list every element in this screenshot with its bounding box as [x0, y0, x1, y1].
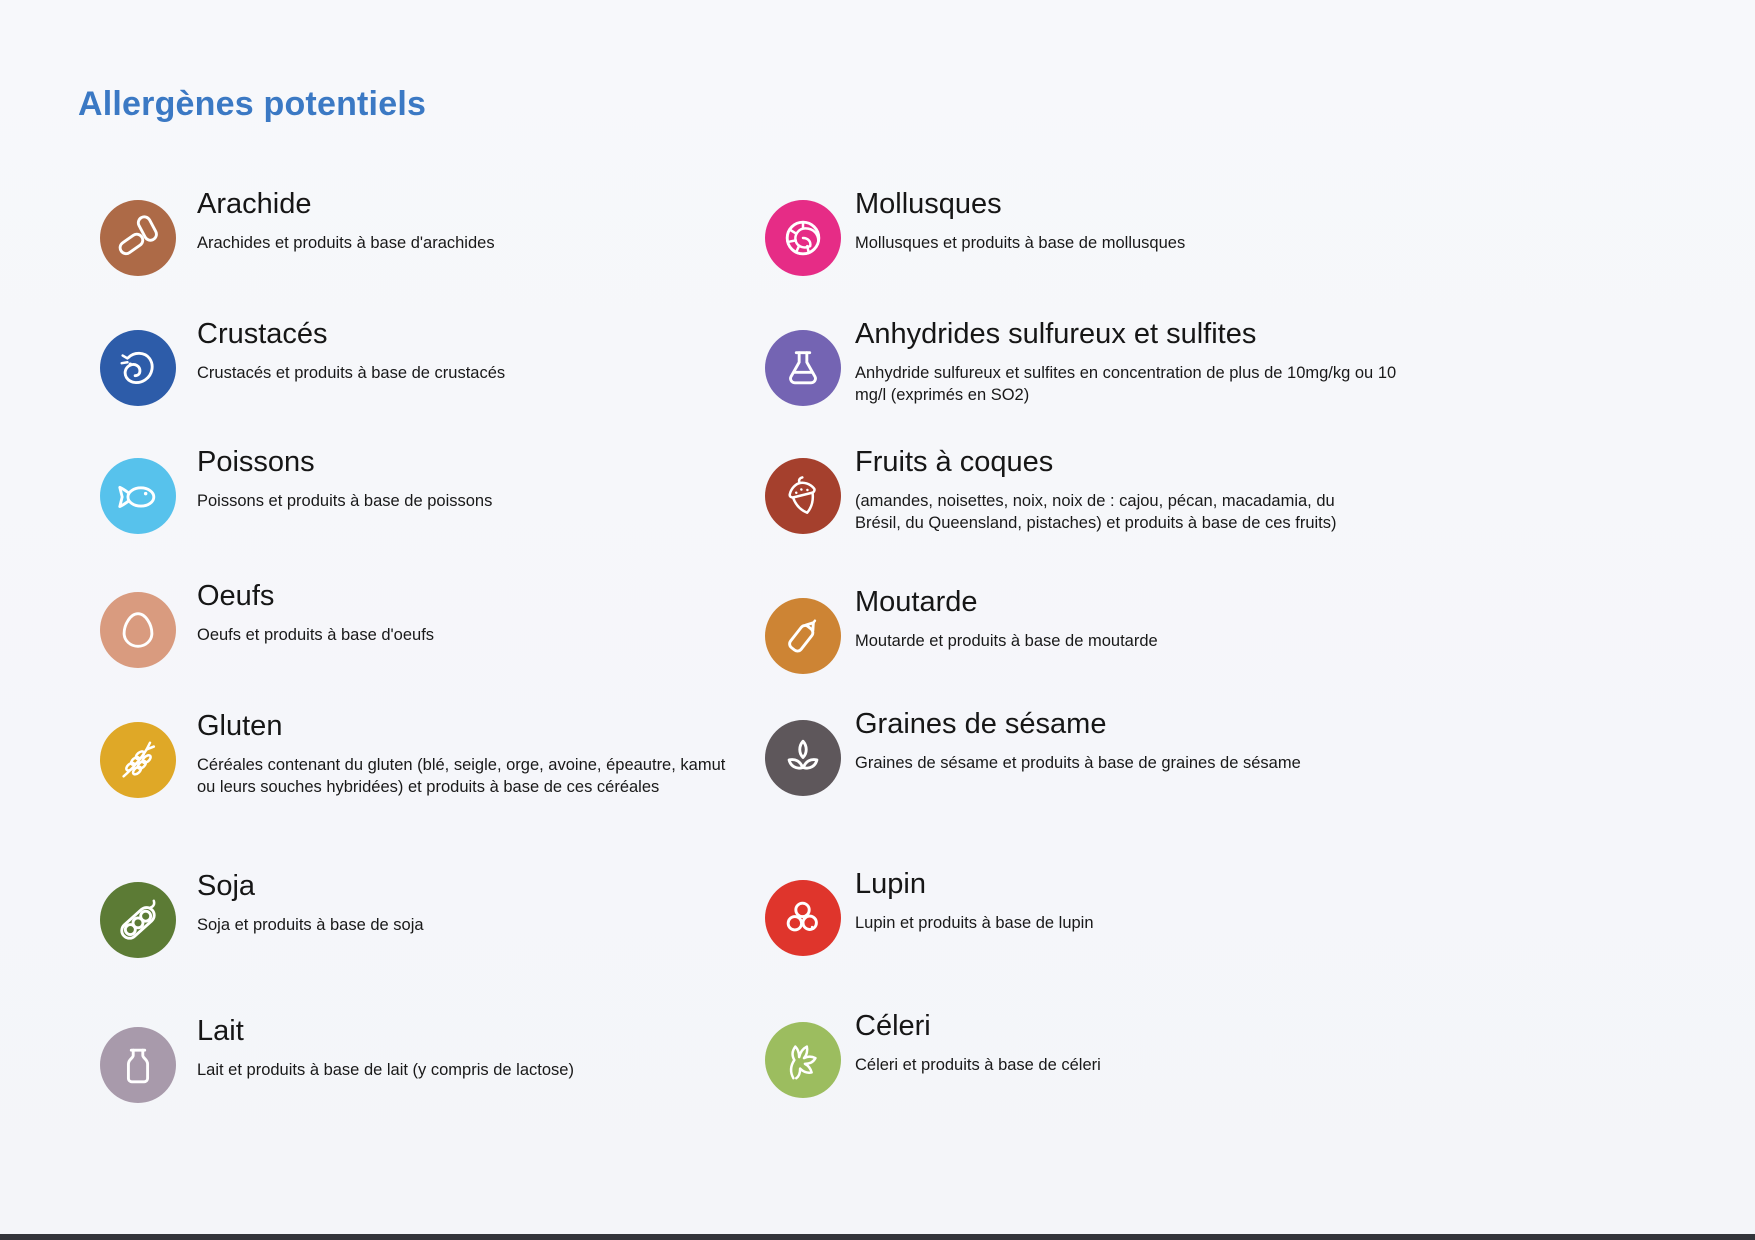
- allergen-item-mollusques: [765, 188, 1325, 276]
- fish-icon: [100, 458, 176, 534]
- allergen-item-poissons: [100, 446, 667, 534]
- acorn-icon: [765, 458, 841, 534]
- allergen-description: Céleri et produits à base de céleri: [855, 1056, 1101, 1075]
- flask-icon: [765, 330, 841, 406]
- allergen-title: Poissons: [197, 446, 315, 478]
- allergen-item-lait: [100, 1015, 707, 1103]
- allergen-title: Lupin: [855, 868, 926, 900]
- peanut-icon: [100, 200, 176, 276]
- allergen-title: Anhydrides sulfureux et sulfites: [855, 318, 1257, 350]
- allergen-title: Graines de sésame: [855, 708, 1107, 740]
- allergen-item-gluten: [100, 710, 732, 799]
- allergen-item-crustaces: [100, 318, 667, 406]
- allergen-description: Poissons et produits à base de poissons: [197, 492, 493, 511]
- allergen-title: Fruits à coques: [855, 446, 1054, 478]
- soy-pod-icon: [100, 882, 176, 958]
- wheat-icon: [100, 722, 176, 798]
- allergen-description: Céréales contenant du gluten (blé, seigle, orge, avoine, épeautre, kamut ou leurs souches hybridées) et produits à base de ces céréales: [197, 756, 726, 797]
- sesame-seeds-icon: [765, 720, 841, 796]
- allergen-description: Mollusques et produits à base de mollusques: [855, 234, 1186, 253]
- shrimp-icon: [100, 330, 176, 406]
- allergen-title: Oeufs: [197, 580, 275, 612]
- egg-icon: [100, 592, 176, 668]
- celery-icon: [765, 1022, 841, 1098]
- allergen-title: Mollusques: [855, 188, 1002, 220]
- allergen-description: Graines de sésame et produits à base de graines de sésame: [855, 754, 1301, 773]
- allergen-item-sesame: [765, 708, 1345, 796]
- allergen-description: Lait et produits à base de lait (y compris de lactose): [197, 1061, 574, 1080]
- allergen-description: Arachides et produits à base d'arachides: [197, 234, 495, 253]
- page-title: Allergènes potentiels: [78, 84, 427, 123]
- allergen-title: Arachide: [197, 188, 312, 220]
- allergen-item-fruits-a-coques: [765, 446, 1360, 535]
- nautilus-shell-icon: [765, 200, 841, 276]
- allergen-title: Moutarde: [855, 586, 978, 618]
- lupin-seeds-icon: [765, 880, 841, 956]
- allergen-title: Céleri: [855, 1010, 931, 1042]
- allergen-item-sulfites: [765, 318, 1405, 407]
- allergen-title: Crustacés: [197, 318, 328, 350]
- allergen-title: Gluten: [197, 710, 283, 742]
- allergen-item-oeufs: [100, 580, 667, 668]
- milk-bottle-icon: [100, 1027, 176, 1103]
- allergen-title: Lait: [197, 1015, 244, 1047]
- allergen-description: Oeufs et produits à base d'oeufs: [197, 626, 435, 645]
- allergen-item-lupin: [765, 868, 1325, 956]
- allergen-item-moutarde: [765, 586, 1325, 674]
- allergen-description: (amandes, noisettes, noix, noix de : cajou, pécan, macadamia, du Brésil, du Queensland, pistaches) et produits à base de ces fruits): [855, 492, 1337, 533]
- allergen-item-celeri: [765, 1010, 1325, 1098]
- allergen-title: Soja: [197, 870, 256, 902]
- allergen-description: Anhydride sulfureux et sulfites en concentration de plus de 10mg/kg ou 10 mg/l (exprimés en SO2): [855, 364, 1397, 405]
- allergen-item-soja: [100, 870, 667, 958]
- scan-bottom-edge: [0, 1234, 1755, 1240]
- allergen-item-arachide: [100, 188, 667, 276]
- allergen-description: Lupin et produits à base de lupin: [855, 914, 1094, 933]
- mustard-bottle-icon: [765, 598, 841, 674]
- allergen-description: Soja et produits à base de soja: [197, 916, 424, 935]
- allergen-description: Crustacés et produits à base de crustacés: [197, 364, 506, 383]
- allergen-description: Moutarde et produits à base de moutarde: [855, 632, 1158, 651]
